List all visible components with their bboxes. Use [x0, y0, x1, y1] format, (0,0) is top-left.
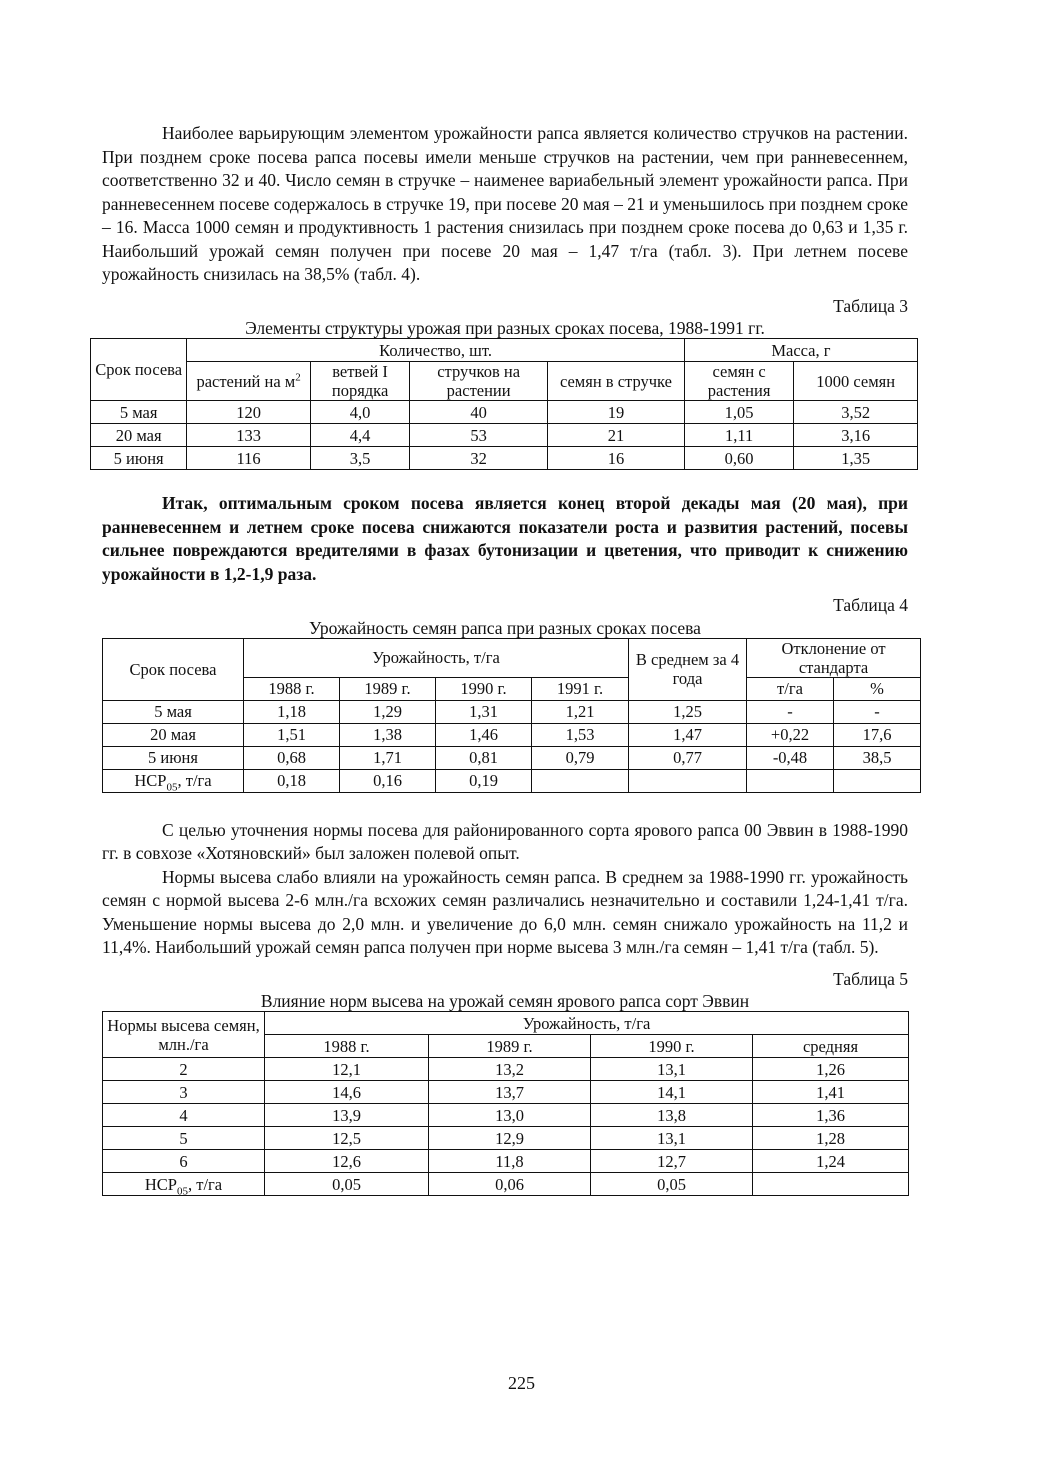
t4-header-yield: Урожайность, т/га — [244, 638, 629, 677]
t4-header-dev: Отклонение от стандарта — [747, 638, 921, 677]
table-row: 4 13,9 13,0 13,8 1,36 — [103, 1104, 909, 1127]
page-number: 225 — [508, 1373, 535, 1393]
table-row-hcp: $НСР_{05}$, т/га 0,18 0,16 0,19 — [103, 769, 921, 792]
table-row: 5 12,5 12,9 13,1 1,28 — [103, 1127, 909, 1150]
table4-caption: Урожайность семян рапса при разных сроках посева — [309, 617, 701, 638]
table-row-hcp: $НСР_{05}$, т/га 0,05 0,06 0,05 — [103, 1173, 909, 1196]
table-row: 20 мая 1,51 1,38 1,46 1,53 1,47 +0,22 17,6 — [103, 723, 921, 746]
t3-header-count: Количество, шт. — [187, 339, 685, 362]
table-row: 2 12,1 13,2 13,1 1,26 — [103, 1058, 909, 1081]
table-row: 5 июня 116 3,5 32 16 0,60 1,35 — [91, 447, 918, 470]
page-content — [95, 122, 908, 1197]
table4-label: Таблица 4 — [833, 595, 908, 615]
paragraph-4: Нормы высева слабо влияли на урожайность семян рапса. В среднем за 1988-1990 гг. урожайность семян с нормой высева 2-6 млн./га всхожих семян различались незначительно и составили 1,24-1,41 т/га. Уменьшение нормы высева до 2,0 млн. и увеличение до 6,0 млн. семян снижало урожайность на 11,2 и 11,4%. Наибольший урожай семян рапса получен при норме высева 3 млн./га семян – 1,41 т/га (табл. 5). — [102, 866, 908, 957]
t5-header-yield: Урожайность, т/га — [265, 1012, 909, 1035]
paragraph-2: Итак, оптимальным сроком посева является конец второй декады мая (20 мая), при ранневесеннем и летнем сроке посева снижаются показатели роста и развития растений, посевы сильнее повреждаются вредителями в фазах бутонизации и цветения, что приводит к снижению урожайности в 1,2-1,9 раза. — [102, 493, 908, 584]
t4-header-avg: В среднем за 4 года — [629, 638, 747, 700]
t4-header-term: Срок посева — [103, 638, 244, 700]
table-4: Срок посева Урожайность, т/га В среднем за 4 года Отклонение от стандарта 1988 г. 1989 г. 1990 г. 1991 г. т/га % 5 мая 1,18 1,29 1,31 1,21 1,25 - - 20 мая 1,51 1,38 1,46 1,53 1,47 +0,22 17,6 5 июня 0,68 1,71 0,81 0,79 0,77 -0,48 38,5 $НСР_{05}$, т/га 0,18 0,16 0,19 — [102, 638, 921, 793]
t5-header-norm: Нормы высева семян, млн./га — [103, 1012, 265, 1058]
table-row: 5 мая 120 4,0 40 19 1,05 3,52 — [91, 401, 918, 424]
table-row: 20 мая 133 4,4 53 21 1,11 3,16 — [91, 424, 918, 447]
table-row: 5 мая 1,18 1,29 1,31 1,21 1,25 - - — [103, 700, 921, 723]
t3-sub-plants: растений на $м^2$ — [187, 362, 311, 401]
table3-label: Таблица 3 — [833, 295, 908, 316]
t3-sub-seeds-pod: семян в стручке — [548, 362, 685, 401]
table-row: 3 14,6 13,7 14,1 1,41 — [103, 1081, 909, 1104]
t3-header-term: Срок посева — [91, 339, 187, 401]
t3-sub-branches: ветвей I порядка — [310, 362, 409, 401]
table-5: Нормы высева семян, млн./га Урожайность, т/га 1988 г. 1989 г. 1990 г. средняя 2 12,1 13,2 13,1 1,26 3 14,6 13,7 14,1 1,41 4 13,9 13,0 13,8 1,36 5 12,5 12,9 13,1 1,28 6 12,6 11,8 12,7 1,24 $НСР_{05}$, т/га 0,05 0,06 0,05 — [102, 1011, 909, 1196]
paragraph-1: Наиболее варьирующим элементом урожайности рапса является количество стручков на растении. При позднем сроке посева рапса посевы имели меньше стручков на растении, чем при ранневесеннем, соответственно 32 и 40. Число семян в стручке – наименее вариабельный элемент урожайности рапса. При ранневесеннем посеве содержалось в стручке 19, при посеве 20 мая – 21 и уменьшилось при позднем сроке – 16. Масса 1000 семян и продуктивность 1 растения снизилась при позднем сроке посева до 0,63 и 1,35 г. Наибольший урожай семян получен при посеве 20 мая – 1,47 т/га (табл. 3). При летнем посеве урожайность снизилась на 38,5% (табл. 4). — [102, 123, 908, 284]
t3-sub-pods: стручков на растении — [410, 362, 548, 401]
table5-label: Таблица 5 — [833, 968, 908, 989]
table-row: 5 июня 0,68 1,71 0,81 0,79 0,77 -0,48 38,5 — [103, 746, 921, 769]
table-row: 6 12,6 11,8 12,7 1,24 — [103, 1150, 909, 1173]
table3-caption: Элементы структуры урожая при разных сроках посева, 1988-1991 гг. — [245, 318, 765, 338]
table5-caption: Влияние норм высева на урожай семян ярового рапса сорт Эввин — [260, 991, 750, 1011]
table-3 — [90, 338, 918, 470]
paragraph-3: С целью уточнения нормы посева для районированного сорта ярового рапса 00 Эввин в 1988-1990 гг. в совхозе «Хотяновский» был заложен полевой опыт. — [102, 819, 908, 863]
t3-sub-1000: 1000 семян — [794, 362, 918, 401]
t3-sub-seeds-plant: семян с растения — [684, 362, 793, 401]
t3-header-mass: Масса, г — [684, 339, 917, 362]
